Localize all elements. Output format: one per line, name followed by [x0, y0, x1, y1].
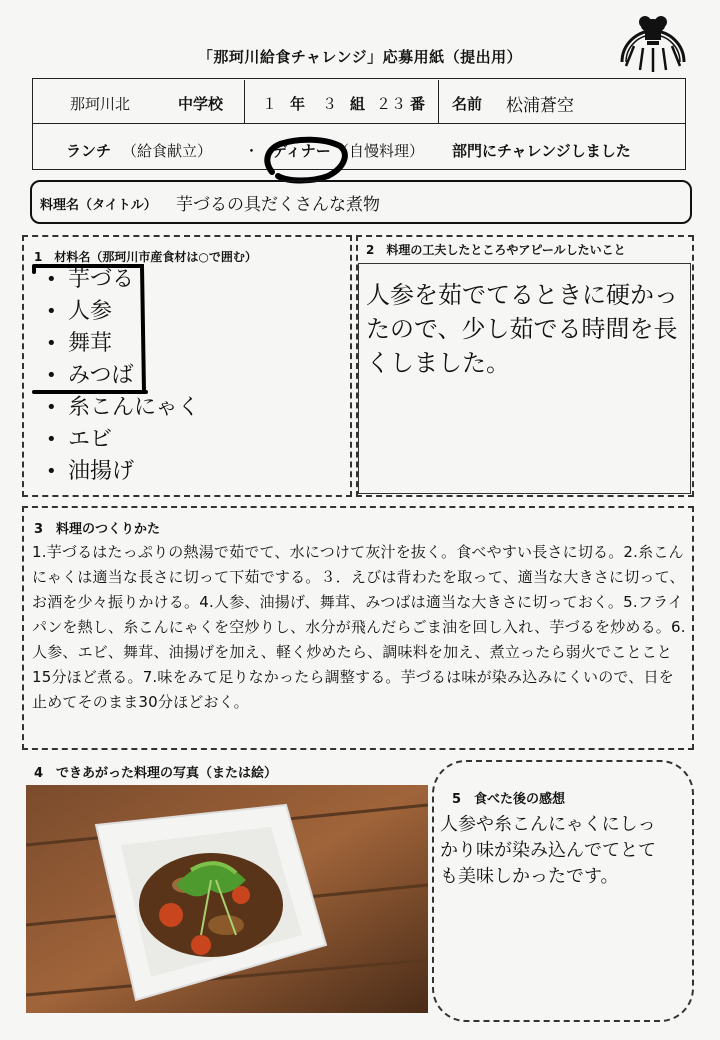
appeal-text: 人参を茹でてるときに硬かったので、少し茹でる時間を長くしました。: [366, 281, 678, 377]
method-heading: 3 料理のつくりかた: [34, 522, 161, 537]
class-unit: 組: [350, 95, 366, 113]
form-title: 「那珂川給食チャレンジ」応募用紙（提出用）: [197, 48, 523, 66]
category-lunch-note: （給食献立）: [122, 142, 213, 160]
appeal-heading: 2 料理の工夫したところやアピールしたいこと: [366, 243, 626, 257]
ingredient-item: • 芋づる: [40, 264, 200, 296]
student-name: 松浦蒼空: [506, 96, 574, 116]
impression-text: 人参や糸こんにゃくにしっかり味が染み込んでてとても美味しかったです。: [440, 814, 656, 887]
divider: [438, 80, 439, 124]
name-label: 名前: [452, 95, 483, 113]
ingredient-item: • 人参: [40, 296, 200, 328]
number-unit: 番: [410, 95, 426, 113]
grade-value: １: [262, 95, 278, 113]
local-ingredient-mark: [30, 262, 154, 396]
dish-photo: [26, 785, 428, 1013]
number-value: ２３: [376, 95, 407, 113]
class-value: ３: [322, 95, 338, 113]
chef-hat-utensils-icon: [616, 10, 690, 76]
school-type: 中学校: [178, 95, 224, 113]
method-text: 1.芋づるはたっぷりの熱湯で茹でて、水につけて灰汁を抜く。食べやすい長さに切る。2.糸こんにゃくは適当な長さに切って下茹でする。３．えびは背わたを取って、適当な大きさに切って、お酒を少々振りかける。4.人参、油揚げ、舞茸、みつばは適当な大きさに切っておく。5.フライパンを熱し、糸こんにゃくを空炒りし、水分が飛んだらごま油を回し入れ、芋づるを炒める。6.人参、エビ、舞茸、油揚げを加え、軽く炒めたら、調味料を加え、煮立ったら弱火でことこと15分ほど煮る。7.味をみて足りなかったら調整する。芋づるは味が染み込みにくいので、日を止めてそのまま30分ほどおく。: [32, 543, 686, 711]
school-name: 那珂川北: [70, 95, 131, 113]
category-suffix: 部門にチャレンジしました: [452, 142, 631, 160]
category-lunch: ランチ: [66, 142, 112, 160]
category-separator: ・: [244, 142, 260, 160]
grade-unit: 年: [290, 95, 306, 113]
ingredient-item: • 糸こんにゃく: [40, 392, 200, 424]
category-dinner-note: （自慢料理）: [334, 142, 425, 160]
ingredient-item: • エビ: [40, 424, 200, 456]
category-dinner: ディナー: [272, 142, 331, 160]
ingredients-heading: 1 材料名（那珂川市産食材は○で囲む）: [34, 250, 257, 264]
ingredient-item: • 舞茸: [40, 328, 200, 360]
ingredient-item: • 油揚げ: [40, 456, 200, 488]
dish-title: 芋づるの具だくさんな煮物: [176, 195, 380, 215]
impression-heading: 5 食べた後の感想: [452, 792, 566, 807]
dish-title-label: 料理名（タイトル）: [40, 198, 157, 213]
ingredient-item: • みつば: [40, 360, 200, 392]
photo-heading: 4 できあがった料理の写真（または絵）: [34, 766, 278, 781]
divider: [244, 80, 245, 124]
